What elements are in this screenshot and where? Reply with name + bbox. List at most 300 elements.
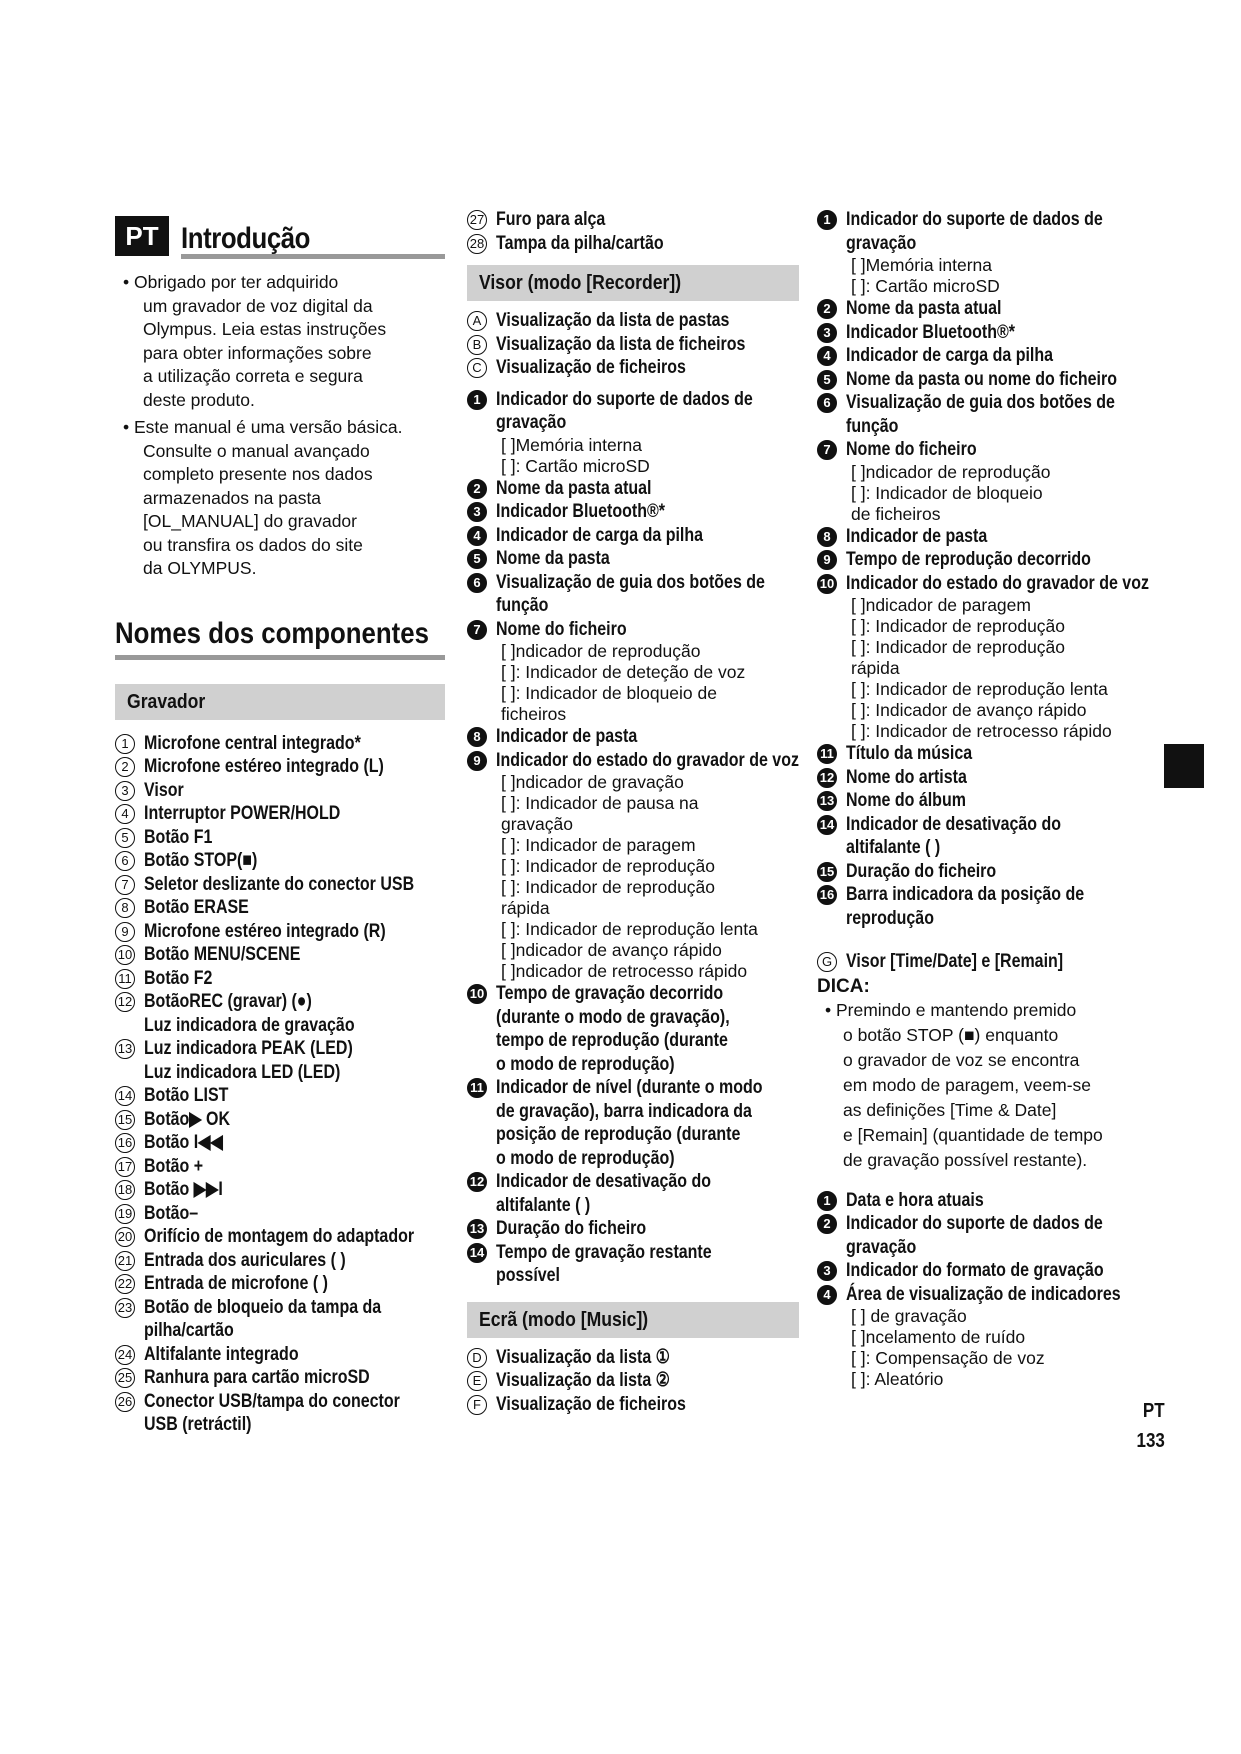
indicator-indent: [467, 1147, 496, 1171]
indicator-label: Visualização de guia dos botões de: [496, 570, 765, 593]
indicator-label: função: [496, 594, 549, 616]
intro-bullet-line: Consulte o manual avançado: [143, 440, 370, 461]
indicator-label: posição de reprodução (durante: [496, 1123, 741, 1145]
section-bar-music: Ecrã (modo [Music]): [467, 1302, 799, 1338]
music-indicator-label: reprodução: [846, 906, 934, 929]
component-number: 5: [115, 828, 135, 848]
component-label: Botão ▶▶I: [144, 1178, 223, 1200]
component-number: 19: [115, 1204, 135, 1224]
component-item: [115, 1155, 445, 1179]
indicator-number: 7: [467, 620, 487, 640]
music-indicator-item: [817, 208, 1152, 232]
music-indicator-label: Nome do ficheiro: [846, 438, 977, 460]
music-indicator-number: 10: [817, 574, 837, 594]
indicator-label: Indicador do estado do gravador de voz: [496, 748, 799, 771]
intro-bullet-line: • Este manual é uma versão básica.: [123, 417, 403, 437]
music-indicator-item: [817, 907, 1152, 931]
music-indicator-item: [817, 368, 1152, 392]
side-tab-marker: [1164, 744, 1204, 788]
music-indicator-sub-line: [ ]: Indicador de reprodução: [851, 637, 1066, 657]
indicator-item: [467, 1241, 799, 1265]
music-indicator-indent: [817, 415, 846, 439]
time-date-view: [817, 950, 1152, 974]
music-indicator-item: [817, 836, 1152, 860]
indicator-item: [467, 1029, 799, 1053]
music-indicator-label: Indicador de carga da pilha: [846, 344, 1054, 366]
component-item: [115, 1131, 445, 1155]
component-item: [115, 1319, 445, 1343]
music-indicator-number: 7: [817, 440, 837, 460]
component-label: Microfone estéreo integrado (L): [144, 755, 384, 777]
component-number: 26: [115, 1392, 135, 1412]
music-indicator-sub-line: rápida: [851, 658, 900, 678]
music-indicator-label: Duração do ficheiro: [846, 859, 997, 882]
music-indicator-label: Indicador de pasta: [846, 524, 988, 547]
indicator-item: [467, 524, 799, 548]
indicator-item: [467, 725, 799, 749]
component-item: [115, 990, 445, 1014]
view-item: [467, 1346, 799, 1370]
tip-line: o botão STOP (■) enquanto: [843, 1024, 1059, 1045]
component-label: Botão F2: [144, 966, 213, 989]
intro-bullet-line: Olympus. Leia estas instruções: [143, 319, 387, 339]
music-indicator-label: gravação: [846, 231, 917, 254]
tip-line: em modo de paragem, veem-se: [843, 1074, 1092, 1095]
indicator-label: Nome da pasta atual: [496, 476, 652, 499]
component-item: [115, 1084, 445, 1108]
indicator-label: Indicador de pasta: [496, 725, 638, 747]
indicator-sub-line: [ ]ndicador de avanço rápido: [501, 940, 722, 960]
component-label: Altifalante integrado: [144, 1342, 299, 1365]
indicator-label: (durante o modo de gravação),: [496, 1005, 730, 1028]
component-label: Botão STOP(■): [144, 849, 258, 871]
intro-bullet-line: completo presente nos dados: [143, 464, 373, 484]
component-item: [115, 943, 445, 967]
view-label: Visor [Time/Date] e [Remain]: [846, 950, 1064, 972]
time-indicator-number: 1: [817, 1191, 837, 1211]
indicator-indent: [467, 1123, 496, 1147]
view-item: [467, 356, 799, 380]
intro-bullet-line: para obter informações sobre: [143, 342, 372, 363]
view-label: Visualização da lista de pastas: [496, 309, 730, 331]
music-indicator-sub-line: [ ]: Indicador de reprodução: [851, 616, 1066, 636]
component-number: 7: [115, 875, 135, 895]
music-indicator-label: função: [846, 414, 899, 437]
music-indicator-indent: [817, 232, 846, 256]
component-item: [115, 1390, 445, 1414]
component-item: [115, 732, 445, 756]
component-label: Seletor deslizante do conector USB: [144, 872, 415, 895]
indicator-sub-line: [ ]: Indicador de paragem: [501, 835, 696, 855]
view-number: D: [467, 1348, 487, 1368]
music-indicator-sub-line: [ ]ndicador de reprodução: [851, 461, 1051, 482]
music-indicator-item: [817, 321, 1152, 345]
indicator-number: 4: [467, 526, 487, 546]
indicator-label: Tempo de gravação restante: [496, 1240, 712, 1263]
component-item: [115, 1061, 445, 1085]
time-indicator-sub-line: [ ]: Aleatório: [851, 1369, 944, 1389]
intro-bullet-line: deste produto.: [143, 389, 255, 410]
indicator-label: o modo de reprodução): [496, 1146, 675, 1169]
music-indicator-sub-line: [ ]: Indicador de avanço rápido: [851, 700, 1087, 720]
component-item: [115, 1366, 445, 1390]
component-number: 15: [115, 1110, 135, 1130]
time-indicator-label: Indicador do formato de gravação: [846, 1259, 1104, 1281]
component-number: 24: [115, 1345, 135, 1365]
time-indicator-sub-line: [ ] de gravação: [851, 1306, 967, 1326]
time-indicator-sub-line: [ ]: Compensação de voz: [851, 1348, 1045, 1368]
component-indent: [115, 1061, 144, 1085]
indicator-item: [467, 500, 799, 524]
component-label: Tampa da pilha/cartão: [496, 231, 664, 254]
indicator-item: [467, 1194, 799, 1218]
component-number: 12: [115, 992, 135, 1012]
time-indicator-number: 3: [817, 1261, 837, 1281]
music-indicator-label: Indicador Bluetooth®*: [846, 320, 1016, 343]
component-label: Visor: [144, 778, 184, 801]
view-label: Visualização de ficheiros: [496, 1392, 686, 1415]
component-list-cont: [467, 208, 799, 255]
component-item: [115, 802, 445, 826]
time-indicator-item: [817, 1259, 1152, 1283]
indicator-label: Indicador de carga da pilha: [496, 523, 704, 546]
component-label: Interruptor POWER/HOLD: [144, 802, 341, 824]
music-indicator-number: 15: [817, 862, 837, 882]
tip-line: o gravador de voz se encontra: [843, 1049, 1080, 1070]
music-indicator-item: [817, 297, 1152, 321]
tip-text: [817, 998, 1152, 1173]
component-label: Microfone estéreo integrado (R): [144, 919, 386, 942]
music-indicator-item: [817, 572, 1152, 596]
component-item: [115, 896, 445, 920]
music-indicator-number: 6: [817, 393, 837, 413]
music-indicator-label: Indicador do estado do gravador de voz: [846, 571, 1149, 594]
music-indicator-number: 3: [817, 323, 837, 343]
tip-line: e [Remain] (quantidade de tempo: [843, 1124, 1103, 1145]
component-label: Furo para alça: [496, 208, 606, 230]
music-indicator-item: [817, 232, 1152, 256]
component-indent: [115, 1319, 144, 1343]
music-indicator-label: Indicador de desativação do: [846, 812, 1062, 835]
component-item: [115, 873, 445, 897]
music-indicator-number: 16: [817, 885, 837, 905]
intro-bullet-line: a utilização correta e segura: [143, 366, 363, 386]
indicator-number: 9: [467, 751, 487, 771]
component-label: Botão–: [144, 1201, 199, 1224]
music-indicator-item: [817, 548, 1152, 572]
view-number: E: [467, 1371, 487, 1391]
indicator-item: [467, 1053, 799, 1077]
section-bar-recorder: Visor (modo [Recorder]): [467, 265, 799, 301]
indicator-label: Indicador do suporte de dados de: [496, 387, 753, 410]
component-item: [115, 826, 445, 850]
component-item: [115, 1178, 445, 1202]
page-title: Introdução: [181, 222, 310, 255]
column-3: [817, 208, 1152, 1390]
music-indicator-label: Tempo de reprodução decorrido: [846, 548, 1091, 570]
component-item: [467, 232, 799, 256]
indicator-item: [467, 594, 799, 618]
component-number: 9: [115, 922, 135, 942]
indicator-indent: [467, 1100, 496, 1124]
component-number: 11: [115, 969, 135, 989]
component-label: BotãoREC (gravar) (●): [144, 990, 312, 1012]
indicator-item: [467, 618, 799, 642]
indicator-sub-line: [ ]: Indicador de bloqueio de: [501, 683, 717, 703]
music-views: [467, 1346, 799, 1417]
music-indicator-label: Nome da pasta atual: [846, 297, 1002, 319]
column-1: [115, 208, 445, 1437]
component-number: 22: [115, 1274, 135, 1294]
indicator-sub-line: [ ]ndicador de gravação: [501, 772, 684, 792]
indicator-number: 5: [467, 549, 487, 569]
music-indicator-item: [817, 525, 1152, 549]
view-number: F: [467, 1395, 487, 1415]
view-label: Visualização da lista de ficheiros: [496, 332, 746, 355]
indicator-number: 10: [467, 984, 487, 1004]
tip-line: • Premindo e mantendo premido: [825, 999, 1077, 1020]
indicator-item: [467, 1217, 799, 1241]
component-number: 2: [115, 757, 135, 777]
page-number: 133: [1136, 1430, 1165, 1452]
time-indicator-label: gravação: [846, 1235, 917, 1258]
component-label: Botão I◀◀: [144, 1131, 223, 1153]
music-indicator-item: [817, 344, 1152, 368]
indicator-item: [467, 1264, 799, 1288]
indicator-label: Duração do ficheiro: [496, 1217, 647, 1239]
music-indicator-item: [817, 742, 1152, 766]
component-item: [115, 1413, 445, 1437]
indicator-sub-line: [ ]ndicador de retrocesso rápido: [501, 961, 748, 981]
music-indicator-number: 5: [817, 370, 837, 390]
section-bar-gravador: Gravador: [115, 684, 445, 720]
music-indicator-item: [817, 789, 1152, 813]
component-item: [467, 208, 799, 232]
section-title: Nomes dos componentes: [115, 616, 429, 650]
component-label: USB (retráctil): [144, 1413, 252, 1435]
indicator-item: [467, 1123, 799, 1147]
component-label: Luz indicadora PEAK (LED): [144, 1037, 353, 1059]
music-indicator-number: 8: [817, 527, 837, 547]
indicator-sub-line: [ ]: Indicador de pausa na: [501, 793, 699, 813]
component-item: [115, 1202, 445, 1226]
music-indicator-number: 11: [817, 744, 837, 764]
music-indicator-label: Barra indicadora da posição de: [846, 883, 1085, 905]
time-indicator-label: Indicador do suporte de dados de: [846, 1212, 1103, 1234]
component-label: Ranhura para cartão microSD: [144, 1366, 370, 1388]
indicator-label: Nome do ficheiro: [496, 617, 627, 640]
indicator-sub-line: [ ]: Indicador de reprodução: [501, 877, 716, 897]
indicator-sub-line: ficheiros: [501, 704, 567, 724]
music-indicator-number: 1: [817, 210, 837, 230]
component-number: 6: [115, 851, 135, 871]
component-number: 21: [115, 1251, 135, 1271]
component-label: Conector USB/tampa do conector: [144, 1389, 400, 1412]
indicator-sub-line: rápida: [501, 898, 550, 918]
indicator-label: tempo de reprodução (durante: [496, 1029, 728, 1051]
component-item: [115, 1014, 445, 1038]
indicator-sub-line: [ ]Memória interna: [501, 434, 643, 455]
indicator-label: Indicador de desativação do: [496, 1170, 712, 1192]
intro-bullet-line: da OLYMPUS.: [143, 558, 257, 578]
time-indicator-label: Data e hora atuais: [846, 1188, 984, 1211]
time-indicator-label: Área de visualização de indicadores: [846, 1282, 1121, 1305]
music-indicator-item: [817, 438, 1152, 462]
language-badge: PT: [115, 216, 169, 256]
music-indicator-number: 2: [817, 299, 837, 319]
view-number: B: [467, 335, 487, 355]
music-indicator-label: Nome do artista: [846, 765, 967, 788]
indicator-label: gravação: [496, 411, 567, 433]
music-indicators: [817, 208, 1152, 930]
indicator-indent: [467, 1029, 496, 1053]
tip-line: as definições [Time & Date]: [843, 1099, 1057, 1120]
indicator-number: 1: [467, 390, 487, 410]
component-indent: [115, 1413, 144, 1437]
view-number: C: [467, 358, 487, 378]
indicator-indent: [467, 1264, 496, 1288]
component-label: Microfone central integrado*: [144, 731, 361, 754]
music-indicator-label: Nome da pasta ou nome do ficheiro: [846, 367, 1117, 390]
tip-label: DICA:: [817, 975, 870, 997]
music-indicator-sub-line: [ ]: Cartão microSD: [851, 276, 1000, 296]
indicator-item: [467, 547, 799, 571]
time-indicator-sub-line: [ ]ncelamento de ruído: [851, 1327, 1026, 1347]
indicator-label: Tempo de gravação decorrido: [496, 982, 724, 1004]
music-indicator-number: 9: [817, 550, 837, 570]
view-number: A: [467, 311, 487, 331]
component-number: 20: [115, 1227, 135, 1247]
component-number: 18: [115, 1180, 135, 1200]
time-indicator-item: [817, 1212, 1152, 1236]
component-list: [115, 732, 445, 1437]
component-label: Botão▶ OK: [144, 1107, 231, 1130]
intro-bullet-line: ou transfira os dados do site: [143, 534, 363, 555]
music-indicator-item: [817, 415, 1152, 439]
indicator-label: Indicador Bluetooth®*: [496, 500, 666, 522]
component-item: [115, 1272, 445, 1296]
indicator-number: 13: [467, 1219, 487, 1239]
indicator-sub-line: [ ]ndicador de reprodução: [501, 641, 701, 661]
music-indicator-item: [817, 860, 1152, 884]
component-item: [115, 1296, 445, 1320]
indicator-item: [467, 749, 799, 773]
indicator-item: [467, 571, 799, 595]
indicator-number: 3: [467, 502, 487, 522]
component-number: 25: [115, 1368, 135, 1388]
indicator-sub-line: [ ]: Indicador de reprodução lenta: [501, 919, 758, 939]
recorder-indicators: [467, 388, 799, 1288]
indicator-item: [467, 477, 799, 501]
indicator-number: 14: [467, 1243, 487, 1263]
view-label: Visualização de ficheiros: [496, 356, 686, 378]
component-item: [115, 1037, 445, 1061]
component-label: Orifício de montagem do adaptador: [144, 1225, 415, 1247]
component-number: 28: [467, 234, 487, 254]
indicator-indent: [467, 1006, 496, 1030]
view-item: [467, 1369, 799, 1393]
time-indicator-indent: [817, 1236, 846, 1260]
time-indicator-item: [817, 1236, 1152, 1260]
component-label: Luz indicadora de gravação: [144, 1013, 355, 1036]
component-item: [115, 755, 445, 779]
indicator-item: [467, 1100, 799, 1124]
indicator-label: o modo de reprodução): [496, 1052, 675, 1075]
music-indicator-sub-line: [ ]Memória interna: [851, 255, 993, 275]
music-indicator-indent: [817, 836, 846, 860]
time-indicator-item: [817, 1283, 1152, 1307]
intro-bullet-line: • Obrigado por ter adquirido: [123, 272, 339, 292]
intro-header: [115, 208, 445, 256]
indicator-item: [467, 1147, 799, 1171]
component-item: [115, 967, 445, 991]
intro-bullet-line: um gravador de voz digital da: [143, 295, 373, 316]
component-item: [115, 1343, 445, 1367]
music-indicator-number: 13: [817, 791, 837, 811]
music-indicator-item: [817, 766, 1152, 790]
component-label: Botão de bloqueio da tampa da: [144, 1295, 382, 1318]
time-indicator-number: 4: [817, 1285, 837, 1305]
indicator-indent: [467, 411, 496, 435]
component-number: 27: [467, 210, 487, 230]
component-item: [115, 849, 445, 873]
component-number: 16: [115, 1133, 135, 1153]
component-number: 4: [115, 804, 135, 824]
indicator-item: [467, 388, 799, 412]
music-indicator-label: altifalante ( ): [846, 836, 941, 858]
component-item: [115, 1225, 445, 1249]
component-indent: [115, 1014, 144, 1038]
time-indicator-item: [817, 1189, 1152, 1213]
component-number: 10: [115, 945, 135, 965]
music-indicator-indent: [817, 907, 846, 931]
indicator-number: 12: [467, 1172, 487, 1192]
component-label: Botão MENU/SCENE: [144, 943, 301, 965]
music-indicator-sub-line: [ ]ndicador de paragem: [851, 595, 1031, 615]
view-label: Visualização da lista ②: [496, 1369, 671, 1391]
music-indicator-number: 4: [817, 346, 837, 366]
indicator-label: de gravação), barra indicadora da: [496, 1099, 752, 1122]
indicator-sub-line: [ ]: Indicador de deteção de voz: [501, 662, 746, 682]
music-indicator-label: Título da música: [846, 742, 973, 764]
column-2: [467, 208, 799, 1416]
indicator-item: [467, 1006, 799, 1030]
music-indicator-number: 12: [817, 768, 837, 788]
intro-bullet: [115, 271, 445, 412]
indicator-label: possível: [496, 1264, 560, 1286]
indicator-sub-line: [ ]: Cartão microSD: [501, 455, 650, 476]
component-label: Entrada de microfone ( ): [144, 1272, 328, 1294]
component-label: Luz indicadora LED (LED): [144, 1060, 341, 1083]
music-indicator-sub-line: [ ]: Indicador de reprodução lenta: [851, 679, 1108, 699]
component-item: [115, 1108, 445, 1132]
view-label: Visualização da lista ①: [496, 1345, 671, 1368]
component-item: [115, 920, 445, 944]
time-indicator-number: 2: [817, 1214, 837, 1234]
indicator-item: [467, 1170, 799, 1194]
component-number: 8: [115, 898, 135, 918]
indicator-indent: [467, 1194, 496, 1218]
indicator-item: [467, 982, 799, 1006]
indicator-sub-line: gravação: [501, 814, 573, 834]
music-indicator-label: Nome do álbum: [846, 789, 966, 811]
music-indicator-label: Visualização de guia dos botões de: [846, 391, 1115, 413]
component-number: 1: [115, 734, 135, 754]
indicator-indent: [467, 594, 496, 618]
component-item: [115, 1249, 445, 1273]
music-indicator-sub-line: de ficheiros: [851, 503, 941, 524]
music-indicator-item: [817, 391, 1152, 415]
